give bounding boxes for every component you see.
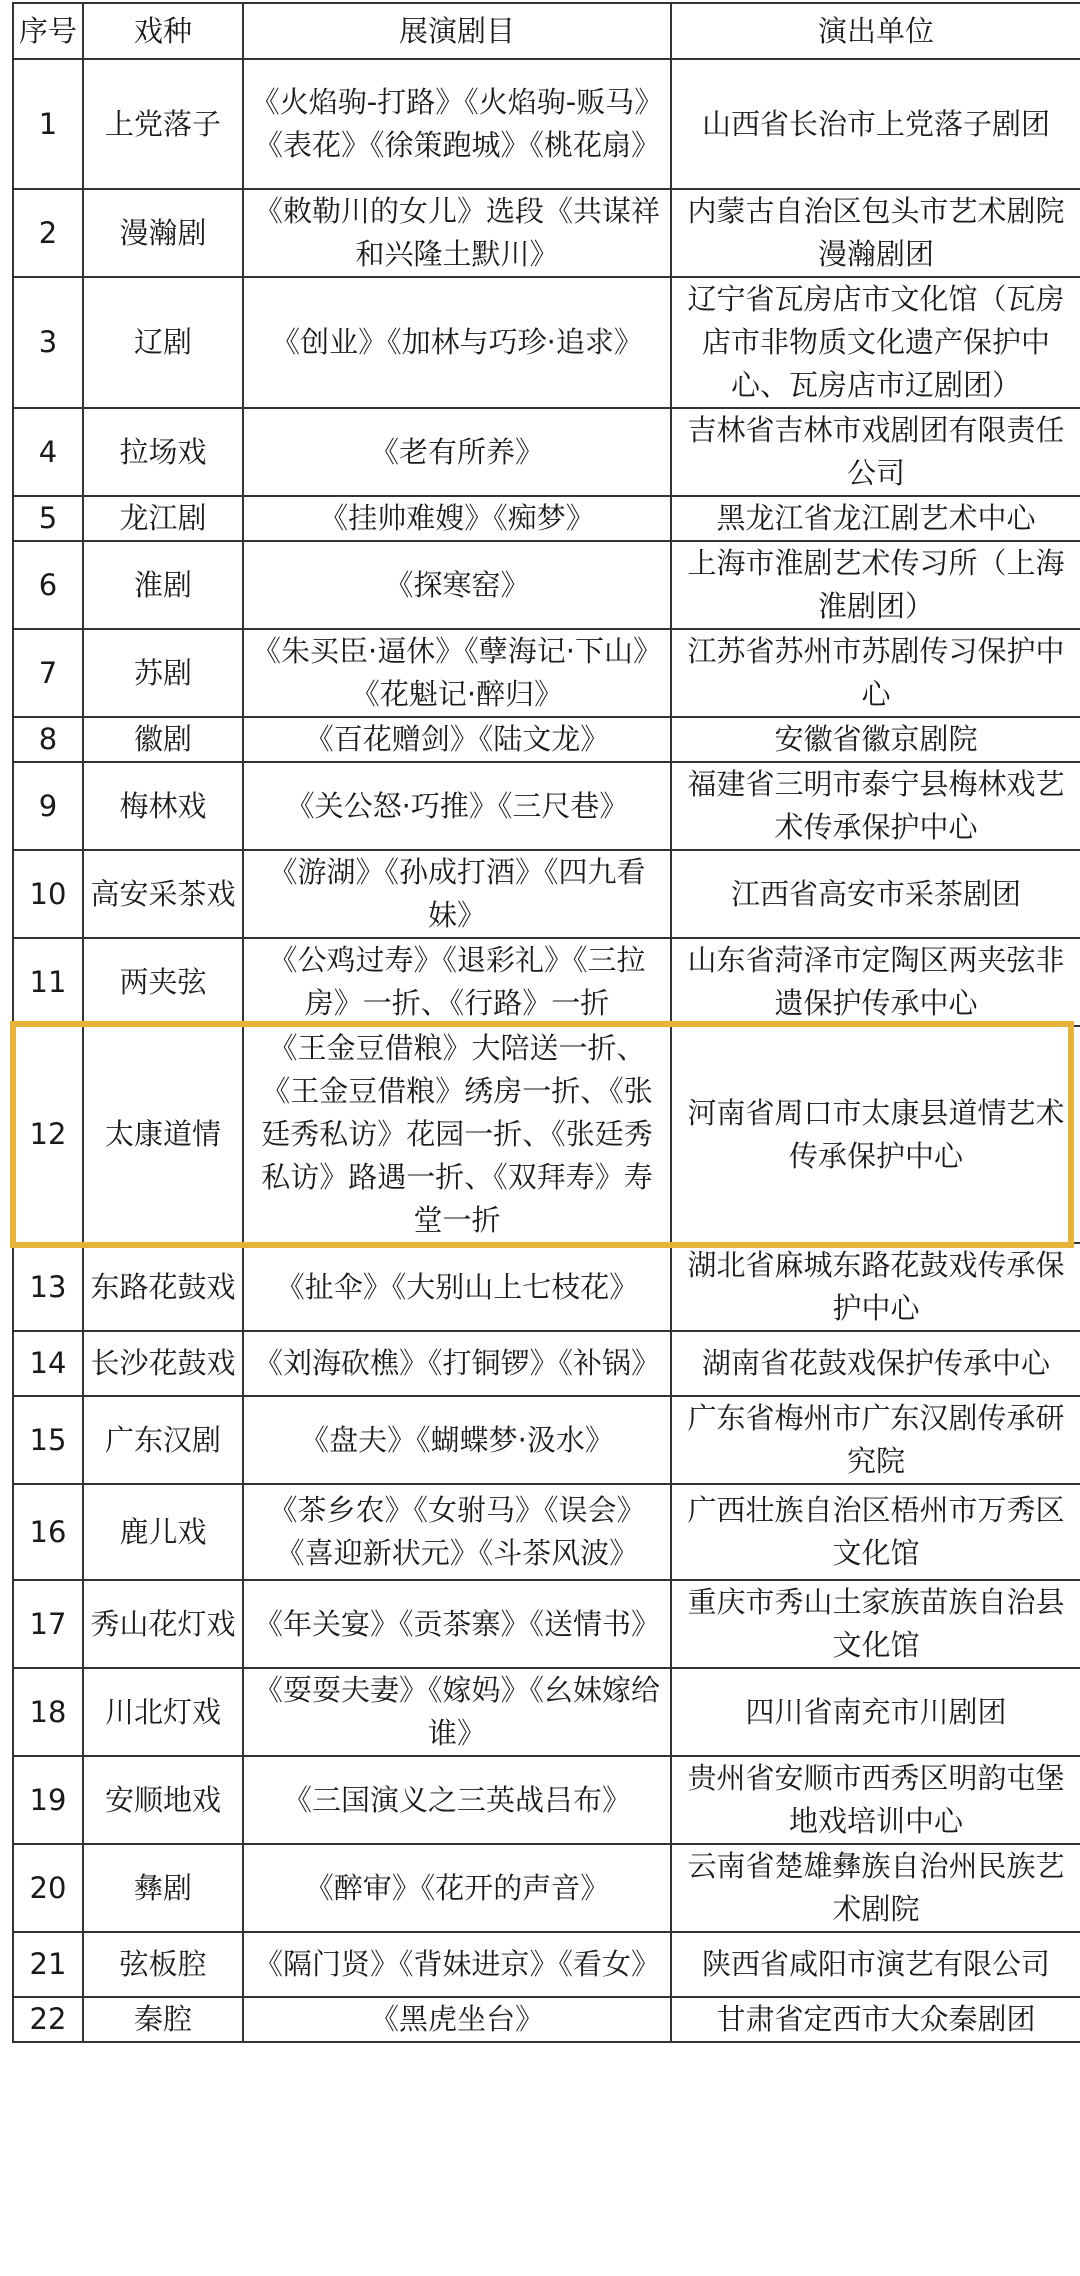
- works-cell: 《百花赠剑》《陆文龙》: [243, 717, 671, 762]
- genre-cell: 梅林戏: [83, 762, 243, 850]
- row-number-cell: 16: [13, 1484, 83, 1580]
- table-row: [13, 1580, 1080, 1668]
- table-row: [13, 1396, 1080, 1484]
- row-number-cell: 6: [13, 541, 83, 629]
- genre-cell: 淮剧: [83, 541, 243, 629]
- unit-cell: 安徽省徽京剧院: [671, 717, 1080, 762]
- unit-cell: 重庆市秀山土家族苗族自治县文化馆: [671, 1580, 1080, 1668]
- unit-cell: 云南省楚雄彝族自治州民族艺术剧院: [671, 1844, 1080, 1932]
- row-number-cell: 22: [13, 1997, 83, 2042]
- works-cell: 《创业》《加林与巧珍·追求》: [243, 277, 671, 408]
- row-number-cell: 13: [13, 1243, 83, 1331]
- genre-cell: 弦板腔: [83, 1932, 243, 1997]
- genre-cell: 秦腔: [83, 1997, 243, 2042]
- header-number: 序号: [13, 3, 83, 59]
- works-cell: 《三国演义之三英战吕布》: [243, 1756, 671, 1844]
- row-number-cell: 4: [13, 408, 83, 496]
- unit-cell: 上海市淮剧艺术传习所（上海淮剧团）: [671, 541, 1080, 629]
- works-cell: 《探寒窑》: [243, 541, 671, 629]
- row-number-cell: 12: [13, 1026, 83, 1243]
- works-cell: 《老有所养》: [243, 408, 671, 496]
- table-row: [13, 1484, 1080, 1580]
- genre-cell: 苏剧: [83, 629, 243, 717]
- unit-cell: 山西省长治市上党落子剧团: [671, 59, 1080, 189]
- row-number-cell: 20: [13, 1844, 83, 1932]
- header-unit: 演出单位: [671, 3, 1080, 59]
- row-number-cell: 14: [13, 1331, 83, 1396]
- works-cell: 《王金豆借粮》大陪送一折、《王金豆借粮》绣房一折、《张廷秀私访》花园一折、《张廷秀私访》路遇一折、《双拜寿》寿堂一折: [243, 1026, 671, 1243]
- genre-cell: 徽剧: [83, 717, 243, 762]
- table-row: [13, 496, 1080, 541]
- works-cell: 《盘夫》《蝴蝶梦·汲水》: [243, 1396, 671, 1484]
- unit-cell: 广西壮族自治区梧州市万秀区文化馆: [671, 1484, 1080, 1580]
- table-row: [13, 1932, 1080, 1997]
- unit-cell: 山东省菏泽市定陶区两夹弦非遗保护传承中心: [671, 938, 1080, 1026]
- works-cell: 《火焰驹-打路》《火焰驹-贩马》《表花》《徐策跑城》《桃花扇》: [243, 59, 671, 189]
- row-number-cell: 18: [13, 1668, 83, 1756]
- works-cell: 《茶乡农》《女驸马》《误会》《喜迎新状元》《斗茶风波》: [243, 1484, 671, 1580]
- unit-cell: 陕西省咸阳市演艺有限公司: [671, 1932, 1080, 1997]
- genre-cell: 秀山花灯戏: [83, 1580, 243, 1668]
- genre-cell: 拉场戏: [83, 408, 243, 496]
- works-cell: 《公鸡过寿》《退彩礼》《三拉房》一折、《行路》一折: [243, 938, 671, 1026]
- unit-cell: 贵州省安顺市西秀区明韵屯堡地戏培训中心: [671, 1756, 1080, 1844]
- table-row: [13, 850, 1080, 938]
- table-row: [13, 1026, 1080, 1243]
- table-body: [13, 59, 1080, 2042]
- genre-cell: 彝剧: [83, 1844, 243, 1932]
- unit-cell: 河南省周口市太康县道情艺术传承保护中心: [671, 1026, 1080, 1243]
- unit-cell: 四川省南充市川剧团: [671, 1668, 1080, 1756]
- unit-cell: 吉林省吉林市戏剧团有限责任公司: [671, 408, 1080, 496]
- genre-cell: 长沙花鼓戏: [83, 1331, 243, 1396]
- works-cell: 《耍耍夫妻》《嫁妈》《幺妹嫁给谁》: [243, 1668, 671, 1756]
- genre-cell: 安顺地戏: [83, 1756, 243, 1844]
- row-number-cell: 3: [13, 277, 83, 408]
- row-number-cell: 5: [13, 496, 83, 541]
- table-row: [13, 629, 1080, 717]
- genre-cell: 东路花鼓戏: [83, 1243, 243, 1331]
- table-row: [13, 1756, 1080, 1844]
- table-row: [13, 59, 1080, 189]
- unit-cell: 湖南省花鼓戏保护传承中心: [671, 1331, 1080, 1396]
- table-row: [13, 277, 1080, 408]
- table-row: [13, 189, 1080, 277]
- row-number-cell: 11: [13, 938, 83, 1026]
- works-cell: 《黑虎坐台》: [243, 1997, 671, 2042]
- genre-cell: 辽剧: [83, 277, 243, 408]
- works-cell: 《朱买臣·逼休》《孽海记·下山》《花魁记·醉归》: [243, 629, 671, 717]
- works-cell: 《游湖》《孙成打酒》《四九看妹》: [243, 850, 671, 938]
- works-cell: 《隔门贤》《背妹进京》《看女》: [243, 1932, 671, 1997]
- genre-cell: 川北灯戏: [83, 1668, 243, 1756]
- opera-performance-table: [12, 2, 1080, 2043]
- unit-cell: 黑龙江省龙江剧艺术中心: [671, 496, 1080, 541]
- row-number-cell: 15: [13, 1396, 83, 1484]
- row-number-cell: 17: [13, 1580, 83, 1668]
- table-row: [13, 541, 1080, 629]
- unit-cell: 辽宁省瓦房店市文化馆（瓦房店市非物质文化遗产保护中心、瓦房店市辽剧团）: [671, 277, 1080, 408]
- table-row: [13, 408, 1080, 496]
- table-header-row: [13, 3, 1080, 59]
- genre-cell: 上党落子: [83, 59, 243, 189]
- table-row: [13, 1243, 1080, 1331]
- genre-cell: 龙江剧: [83, 496, 243, 541]
- table-row: [13, 1844, 1080, 1932]
- row-number-cell: 2: [13, 189, 83, 277]
- genre-cell: 漫瀚剧: [83, 189, 243, 277]
- works-cell: 《挂帅难嫂》《痴梦》: [243, 496, 671, 541]
- table-row: [13, 1997, 1080, 2042]
- works-cell: 《扯伞》《大别山上七枝花》: [243, 1243, 671, 1331]
- table-row: [13, 1331, 1080, 1396]
- row-number-cell: 9: [13, 762, 83, 850]
- unit-cell: 福建省三明市泰宁县梅林戏艺术传承保护中心: [671, 762, 1080, 850]
- unit-cell: 江苏省苏州市苏剧传习保护中心: [671, 629, 1080, 717]
- table-row: [13, 1668, 1080, 1756]
- row-number-cell: 19: [13, 1756, 83, 1844]
- table-row: [13, 938, 1080, 1026]
- header-works: 展演剧目: [243, 3, 671, 59]
- genre-cell: 鹿儿戏: [83, 1484, 243, 1580]
- works-cell: 《年关宴》《贡茶寨》《送情书》: [243, 1580, 671, 1668]
- unit-cell: 甘肃省定西市大众秦剧团: [671, 1997, 1080, 2042]
- works-cell: 《刘海砍樵》《打铜锣》《补锅》: [243, 1331, 671, 1396]
- row-number-cell: 8: [13, 717, 83, 762]
- table-row: [13, 717, 1080, 762]
- genre-cell: 太康道情: [83, 1026, 243, 1243]
- unit-cell: 内蒙古自治区包头市艺术剧院漫瀚剧团: [671, 189, 1080, 277]
- works-cell: 《关公怒·巧推》《三尺巷》: [243, 762, 671, 850]
- genre-cell: 高安采茶戏: [83, 850, 243, 938]
- works-cell: 《敕勒川的女儿》选段《共谋祥和兴隆土默川》: [243, 189, 671, 277]
- genre-cell: 两夹弦: [83, 938, 243, 1026]
- genre-cell: 广东汉剧: [83, 1396, 243, 1484]
- unit-cell: 江西省高安市采茶剧团: [671, 850, 1080, 938]
- table-row: [13, 762, 1080, 850]
- row-number-cell: 10: [13, 850, 83, 938]
- row-number-cell: 21: [13, 1932, 83, 1997]
- row-number-cell: 1: [13, 59, 83, 189]
- unit-cell: 湖北省麻城东路花鼓戏传承保护中心: [671, 1243, 1080, 1331]
- header-genre: 戏种: [83, 3, 243, 59]
- unit-cell: 广东省梅州市广东汉剧传承研究院: [671, 1396, 1080, 1484]
- row-number-cell: 7: [13, 629, 83, 717]
- works-cell: 《醉审》《花开的声音》: [243, 1844, 671, 1932]
